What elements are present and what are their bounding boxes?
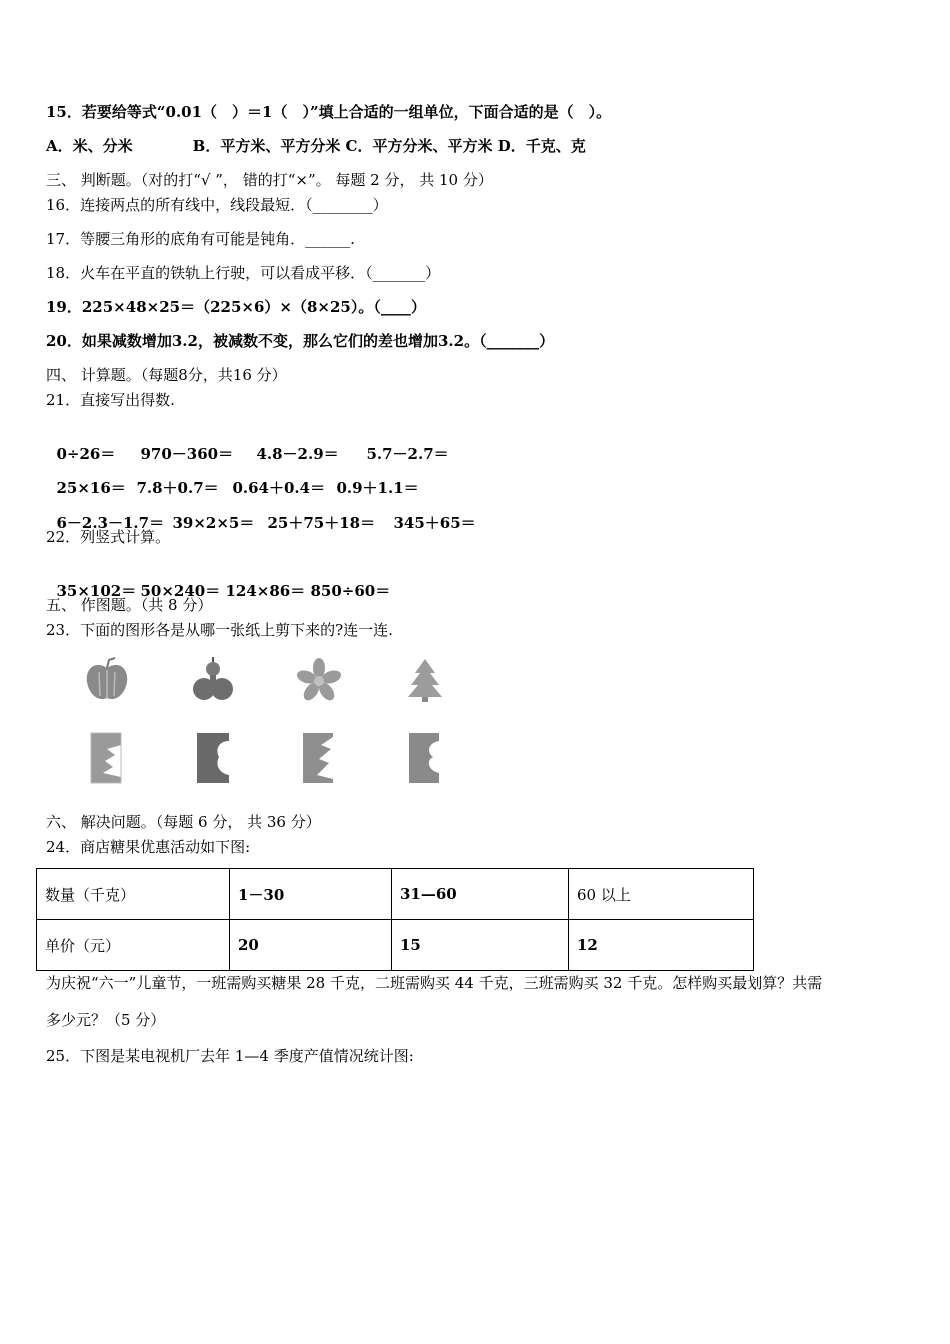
table-cell: 数量（千克） (37, 869, 230, 920)
table-cell: 1－30 (230, 869, 392, 920)
calc-item: 4.8－2.9＝ (256, 445, 339, 463)
table-cell: 20 (230, 920, 392, 971)
q17: 17．等腰三角形的底角有可能是钝角．______. (46, 230, 355, 248)
calc-item: 850÷60＝ (310, 582, 391, 600)
paper-cut-1-icon (54, 728, 160, 788)
q16: 16．连接两点的所有线中，线段最短．（________） (46, 196, 388, 214)
q21-row-2 (46, 458, 419, 498)
table-cell: 15 (392, 920, 569, 971)
calc-item: 0÷26＝ (56, 445, 116, 463)
calc-item: 25＋75＋18＝ (267, 514, 376, 532)
q18: 18．火车在平直的铁轨上行驶，可以看成平移．（_______） (46, 264, 441, 282)
paper-sheets-row (50, 728, 478, 788)
calc-item: 345＋65＝ (393, 514, 476, 532)
calc-item: 124×86＝ (225, 582, 306, 600)
q24-question-line-2: 多少元？（5 分） (46, 1011, 166, 1029)
calc-item: 0.9＋1.1＝ (336, 479, 419, 497)
flower-icon (266, 650, 372, 710)
tree-icon (372, 650, 478, 710)
q23-stem: 23．下面的图形各是从哪一张纸上剪下来的?连一连. (46, 621, 393, 639)
table-cell: 单价（元） (37, 920, 230, 971)
section-5-heading: 五、 作图题。（共 8 分） (46, 596, 213, 614)
q19: 19．225×48×25＝（225×6）×（8×25）。（____） (46, 298, 426, 316)
q24-stem: 24．商店糖果优惠活动如下图: (46, 838, 251, 856)
price-table (36, 868, 754, 971)
q22-stem: 22．列竖式计算。 (46, 528, 171, 546)
paper-cut-2-icon (160, 728, 266, 788)
calc-item: 35×102＝ (56, 582, 137, 600)
calc-item: 7.8＋0.7＝ (136, 479, 219, 497)
apple-icon (54, 650, 160, 710)
gourd-icon (160, 650, 266, 710)
section-6-heading: 六、 解决问题。（每题 6 分， 共 36 分） (46, 813, 321, 831)
q15-stem: 15．若要给等式“0.01（ ）＝1（ ）”填上合适的一组单位，下面合适的是（ ）。 (46, 103, 612, 121)
q21-stem: 21．直接写出得数. (46, 391, 175, 409)
cutout-shapes-row (50, 650, 478, 710)
q25-stem: 25．下图是某电视机厂去年 1—4 季度产值情况统计图: (46, 1047, 414, 1065)
calc-item: 970－360＝ (140, 445, 234, 463)
paper-cut-3-icon (266, 728, 372, 788)
calc-item: 50×240＝ (140, 582, 221, 600)
calc-item: 39×2×5＝ (172, 514, 255, 532)
calc-item: 25×16＝ (56, 479, 126, 497)
paper-cut-4-icon (372, 728, 478, 788)
q15-options: A．米、分米 B．平方米、平方分米 C．平方分米、平方米 D．千克、克 (46, 137, 586, 155)
table-cell: 60 以上 (569, 869, 754, 920)
section-3-heading: 三、 判断题。（对的打“√ ”， 错的打“×”。 每题 2 分， 共 10 分） (46, 171, 493, 189)
calc-item: 6－2.3－1.7＝ (56, 514, 165, 532)
table-row (37, 920, 754, 971)
table-row (37, 869, 754, 920)
calc-item: 5.7－2.7＝ (366, 445, 449, 463)
table-cell: 31—60 (392, 869, 569, 920)
table-cell: 12 (569, 920, 754, 971)
calc-item: 0.64＋0.4＝ (232, 479, 326, 497)
q24-question-line-1: 为庆祝“六一”儿童节，一班需购买糖果 28 千克，二班需购买 44 千克，三班需购买 32 千克。怎样购买最划算？共需 (46, 974, 823, 992)
section-4-heading: 四、 计算题。（每题8分，共16 分） (46, 366, 287, 384)
q20: 20．如果减数增加3.2，被减数不变，那么它们的差也增加3.2。（_______） (46, 332, 555, 350)
